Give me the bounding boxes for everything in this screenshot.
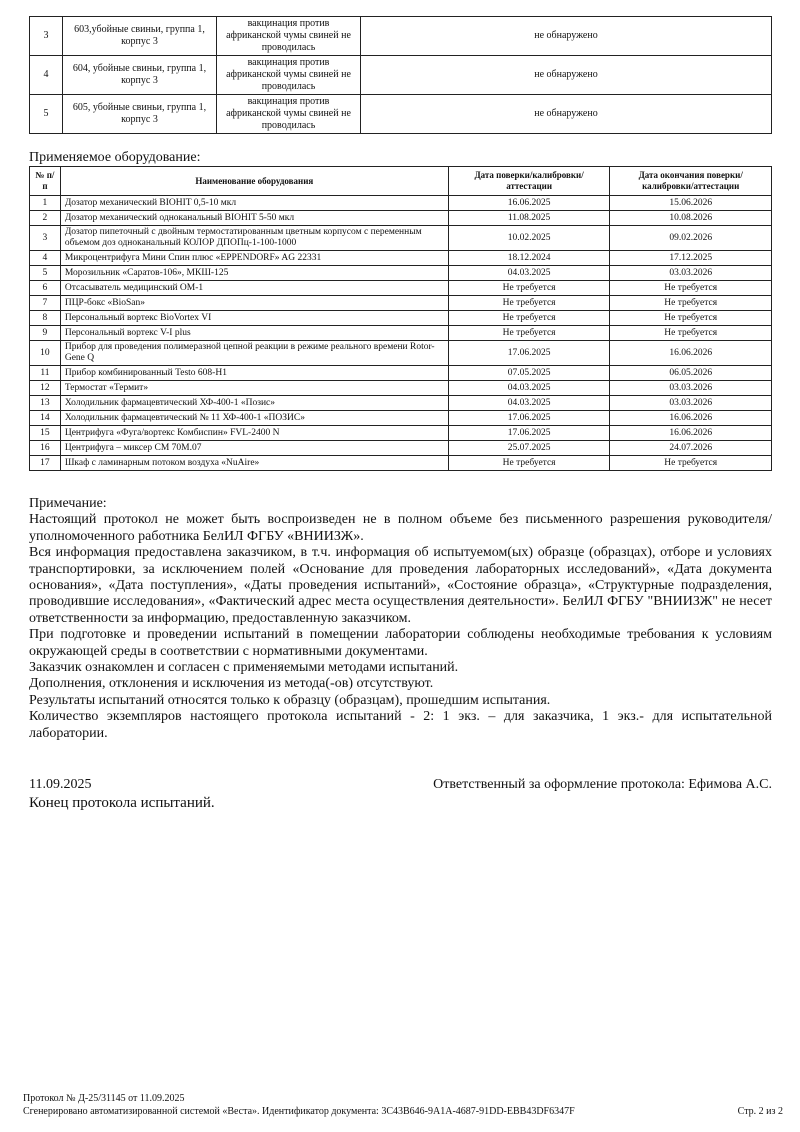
- sample-result: не обнаружено: [361, 95, 772, 134]
- equipment-date-end: 16.06.2026: [610, 411, 772, 426]
- equipment-date-check: 17.06.2025: [448, 341, 610, 366]
- sample-name: 604, убойные свиньи, группа 1, корпус 3: [63, 56, 217, 95]
- table-row: [30, 381, 772, 396]
- equipment-number: 10: [30, 341, 61, 366]
- equipment-name: Холодильник фармацевтический № 11 ХФ-400-1 «ПОЗИС»: [60, 411, 448, 426]
- note-paragraph: Вся информация предоставлена заказчиком, в т.ч. информация об испытуемом(ых) образце (образцах), отборе и условиях транспортировки, за исключением полей «Основание для проведения лабораторных исследований», «Дата документа основания», «Дата поступления», «Даты проведения испытаний», «Состояние образца», «Структурные подразделения, проводившие исследования», «Фактический адрес места осуществления деятельности». БелИЛ ФГБУ "ВНИИЗЖ" не несет ответственности за информацию, предоставленную заказчиком.: [29, 545, 772, 626]
- table-row: [30, 17, 772, 56]
- equipment-number: 15: [30, 426, 61, 441]
- equipment-name: Термостат «Термит»: [60, 381, 448, 396]
- equipment-date-end: 06.05.2026: [610, 366, 772, 381]
- equipment-number: 4: [30, 251, 61, 266]
- footer-generated-info: Сгенерировано автоматизированной системой «Веста». Идентификатор документа: 3C43B646-9A1A-4687-91DD-EBB43DF6347F: [23, 1106, 575, 1117]
- table-row: [30, 251, 772, 266]
- table-row: [30, 296, 772, 311]
- table-row: [30, 341, 772, 366]
- equipment-date-end: 17.12.2025: [610, 251, 772, 266]
- equipment-number: 1: [30, 196, 61, 211]
- table-row: [30, 56, 772, 95]
- equipment-name: ПЦР-бокс «BioSan»: [60, 296, 448, 311]
- equipment-date-end: 16.06.2026: [610, 426, 772, 441]
- header-num: № п/п: [30, 167, 61, 196]
- equipment-date-check: 25.07.2025: [448, 441, 610, 456]
- sample-number: 4: [30, 56, 63, 95]
- table-row: [30, 396, 772, 411]
- table-header-row: [30, 167, 772, 196]
- equipment-number: 12: [30, 381, 61, 396]
- table-row: [30, 95, 772, 134]
- notes-title: Примечание:: [29, 496, 107, 511]
- equipment-date-end: 03.03.2026: [610, 381, 772, 396]
- table-row: [30, 326, 772, 341]
- equipment-number: 8: [30, 311, 61, 326]
- equipment-date-check: 10.02.2025: [448, 226, 610, 251]
- equipment-table: [29, 166, 772, 471]
- equipment-date-end: 09.02.2026: [610, 226, 772, 251]
- table-row: [30, 211, 772, 226]
- equipment-date-check: 04.03.2025: [448, 381, 610, 396]
- equipment-date-end: 24.07.2026: [610, 441, 772, 456]
- page-number: Стр. 2 из 2: [737, 1106, 783, 1117]
- note-paragraph: Количество экземпляров настоящего протокола испытаний - 2: 1 экз. – для заказчика, 1 экз.- для испытательной лаборатории.: [29, 709, 772, 741]
- note-paragraph: Заказчик ознакомлен и согласен с применяемыми методами испытаний.: [29, 660, 459, 676]
- note-paragraph: Дополнения, отклонения и исключения из метода(-ов) отсутствуют.: [29, 676, 434, 692]
- equipment-date-check: Не требуется: [448, 311, 610, 326]
- equipment-number: 16: [30, 441, 61, 456]
- equipment-name: Шкаф с ламинарным потоком воздуха «NuAire»: [60, 456, 448, 471]
- end-of-protocol: Конец протокола испытаний.: [29, 795, 215, 811]
- sample-name: 603,убойные свиньи, группа 1, корпус 3: [63, 17, 217, 56]
- equipment-name: Дозатор механический одноканальный BIOHIT 5-50 мкл: [60, 211, 448, 226]
- equipment-date-check: 16.06.2025: [448, 196, 610, 211]
- equipment-date-check: 17.06.2025: [448, 411, 610, 426]
- notes-section: [29, 496, 772, 742]
- equipment-number: 14: [30, 411, 61, 426]
- equipment-date-end: 03.03.2026: [610, 266, 772, 281]
- samples-table: [29, 16, 772, 134]
- header-name: Наименование оборудования: [60, 167, 448, 196]
- page-footer: [23, 1092, 783, 1118]
- equipment-date-end: Не требуется: [610, 281, 772, 296]
- equipment-date-check: 07.05.2025: [448, 366, 610, 381]
- table-row: [30, 411, 772, 426]
- equipment-date-check: Не требуется: [448, 296, 610, 311]
- equipment-date-end: Не требуется: [610, 311, 772, 326]
- equipment-name: Дозатор механический BIOHIT 0,5-10 мкл: [60, 196, 448, 211]
- equipment-date-end: Не требуется: [610, 326, 772, 341]
- equipment-name: Морозильник «Саратов-106», МКШ-125: [60, 266, 448, 281]
- equipment-date-check: 04.03.2025: [448, 266, 610, 281]
- equipment-date-end: 16.06.2026: [610, 341, 772, 366]
- equipment-date-check: 18.12.2024: [448, 251, 610, 266]
- equipment-name: Холодильник фармацевтический ХФ-400-1 «Позис»: [60, 396, 448, 411]
- equipment-number: 9: [30, 326, 61, 341]
- equipment-date-check: 17.06.2025: [448, 426, 610, 441]
- equipment-date-check: Не требуется: [448, 281, 610, 296]
- equipment-number: 11: [30, 366, 61, 381]
- equipment-name: Прибор комбинированный Testo 608-H1: [60, 366, 448, 381]
- table-row: [30, 266, 772, 281]
- equipment-name: Центрифуга «Фуга/вортекс Комбиспин» FVL-2400 N: [60, 426, 448, 441]
- table-row: [30, 311, 772, 326]
- equipment-date-end: 15.06.2026: [610, 196, 772, 211]
- sample-name: 605, убойные свиньи, группа 1, корпус 3: [63, 95, 217, 134]
- sample-number: 3: [30, 17, 63, 56]
- equipment-date-check: 11.08.2025: [448, 211, 610, 226]
- sample-vaccination: вакцинация против африканской чумы свиней не проводилась: [217, 17, 361, 56]
- table-row: [30, 366, 772, 381]
- table-row: [30, 226, 772, 251]
- note-paragraph: Результаты испытаний относятся только к образцу (образцам), прошедшим испытания.: [29, 692, 551, 708]
- equipment-name: Персональный вортекс BioVortex VI: [60, 311, 448, 326]
- equipment-number: 5: [30, 266, 61, 281]
- footer-protocol-number: Протокол № Д-25/31145 от 11.09.2025: [23, 1093, 185, 1104]
- equipment-name: Микроцентрифуга Мини Спин плюс «EPPENDORF» AG 22331: [60, 251, 448, 266]
- equipment-date-end: Не требуется: [610, 456, 772, 471]
- equipment-date-check: 04.03.2025: [448, 396, 610, 411]
- equipment-name: Отсасыватель медицинский ОМ-1: [60, 281, 448, 296]
- signature-date: 11.09.2025: [29, 777, 92, 792]
- table-row: [30, 441, 772, 456]
- sample-vaccination: вакцинация против африканской чумы свиней не проводилась: [217, 56, 361, 95]
- equipment-date-end: 03.03.2026: [610, 396, 772, 411]
- equipment-number: 13: [30, 396, 61, 411]
- equipment-number: 3: [30, 226, 61, 251]
- header-date-check: Дата поверки/калибровки/аттестации: [448, 167, 610, 196]
- equipment-date-check: Не требуется: [448, 326, 610, 341]
- header-date-end: Дата окончания поверки/калибровки/аттестации: [610, 167, 772, 196]
- equipment-name: Центрифуга – миксер СМ 70М.07: [60, 441, 448, 456]
- table-row: [30, 196, 772, 211]
- sample-number: 5: [30, 95, 63, 134]
- equipment-number: 2: [30, 211, 61, 226]
- equipment-date-end: Не требуется: [610, 296, 772, 311]
- table-row: [30, 426, 772, 441]
- sample-result: не обнаружено: [361, 17, 772, 56]
- equipment-number: 6: [30, 281, 61, 296]
- equipment-number: 7: [30, 296, 61, 311]
- equipment-title: Применяемое оборудование:: [29, 150, 201, 165]
- equipment-name: Прибор для проведения полимеразной цепной реакции в режиме реального времени Rotor-Gene Q: [60, 341, 448, 366]
- sample-result: не обнаружено: [361, 56, 772, 95]
- sample-vaccination: вакцинация против африканской чумы свиней не проводилась: [217, 95, 361, 134]
- equipment-name: Дозатор пипеточный с двойным термостатированным цветным корпусом с переменным объемом доз одноканальный КОЛОР ДПОПц-1-100-1000: [60, 226, 448, 251]
- note-paragraph: При подготовке и проведении испытаний в помещении лаборатории соблюдены необходимые требования к условиям окружающей среды в соответствии с нормативными документами.: [29, 627, 772, 659]
- equipment-date-end: 10.08.2026: [610, 211, 772, 226]
- table-row: [30, 281, 772, 296]
- table-row: [30, 456, 772, 471]
- equipment-name: Персональный вортекс V-I plus: [60, 326, 448, 341]
- equipment-number: 17: [30, 456, 61, 471]
- note-paragraph: Настоящий протокол не может быть воспроизведен не в полном объеме без письменного разрешения руководителя/уполномоченного работника БелИЛ ФГБУ «ВНИИЗЖ».: [29, 512, 772, 544]
- equipment-date-check: Не требуется: [448, 456, 610, 471]
- responsible-person: Ответственный за оформление протокола: Ефимова А.С.: [433, 777, 772, 792]
